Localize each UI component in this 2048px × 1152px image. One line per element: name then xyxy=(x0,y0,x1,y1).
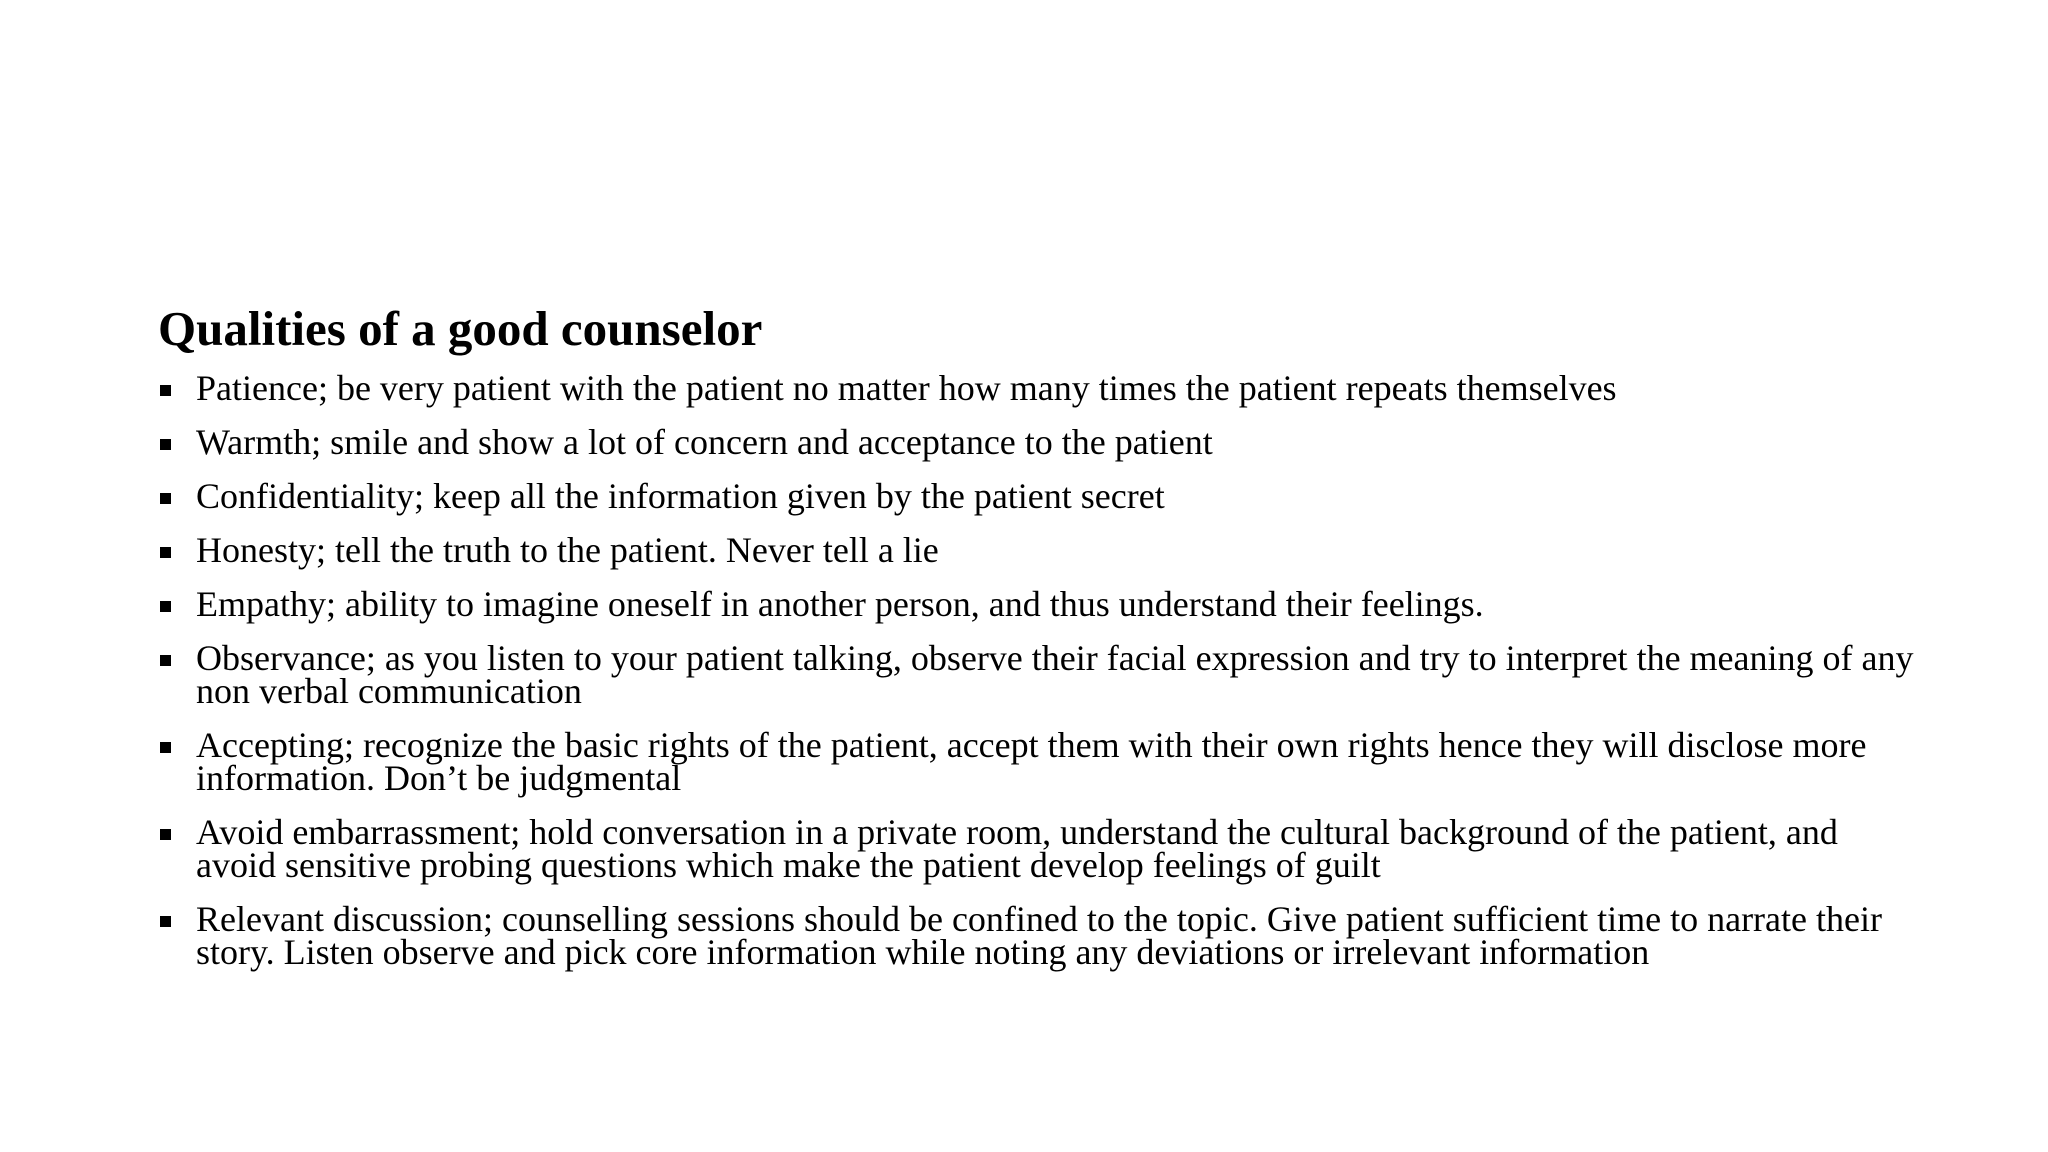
list-item xyxy=(158,812,1918,885)
square-bullet-icon xyxy=(160,439,171,450)
square-bullet-icon xyxy=(160,742,171,753)
list-item-text: Avoid embarrassment; hold conversation in a private room, understand the cultural background of the patient, and avoid sensitive probing questions which make the patient develop feelings of guilt xyxy=(196,812,1838,885)
list-item-text: Confidentiality; keep all the information given by the patient secret xyxy=(196,476,1165,516)
square-bullet-icon xyxy=(160,655,171,666)
list-item-text: Warmth; smile and show a lot of concern and acceptance to the patient xyxy=(196,422,1213,462)
list-item xyxy=(158,725,1918,798)
list-item xyxy=(158,368,1918,408)
list-item-text: Empathy; ability to imagine oneself in another person, and thus understand their feelings. xyxy=(196,584,1484,624)
list-item xyxy=(158,584,1918,624)
list-item xyxy=(158,899,1918,972)
list-item-text: Honesty; tell the truth to the patient. Never tell a lie xyxy=(196,530,939,570)
square-bullet-icon xyxy=(160,601,171,612)
list-item xyxy=(158,530,1918,570)
list-item-text: Relevant discussion; counselling sessions should be confined to the topic. Give patient sufficient time to narrate their story. Listen observe and pick core information while noting any deviations or irrelevant information xyxy=(196,899,1882,972)
square-bullet-icon xyxy=(160,385,171,396)
list-item xyxy=(158,422,1918,462)
list-item-text: Accepting; recognize the basic rights of the patient, accept them with their own rights hence they will disclose more information. Don’t be judgmental xyxy=(196,725,1867,798)
square-bullet-icon xyxy=(160,916,171,927)
square-bullet-icon xyxy=(160,493,171,504)
square-bullet-icon xyxy=(160,547,171,558)
list-item xyxy=(158,638,1918,711)
list-item-text: Observance; as you listen to your patient talking, observe their facial expression and try to interpret the meaning of any non verbal communication xyxy=(196,638,1914,711)
list-item-text: Patience; be very patient with the patient no matter how many times the patient repeats themselves xyxy=(196,368,1617,408)
slide-title: Qualities of a good counselor xyxy=(158,301,763,356)
list-item xyxy=(158,476,1918,516)
bullet-list xyxy=(158,368,1918,990)
square-bullet-icon xyxy=(160,829,171,840)
